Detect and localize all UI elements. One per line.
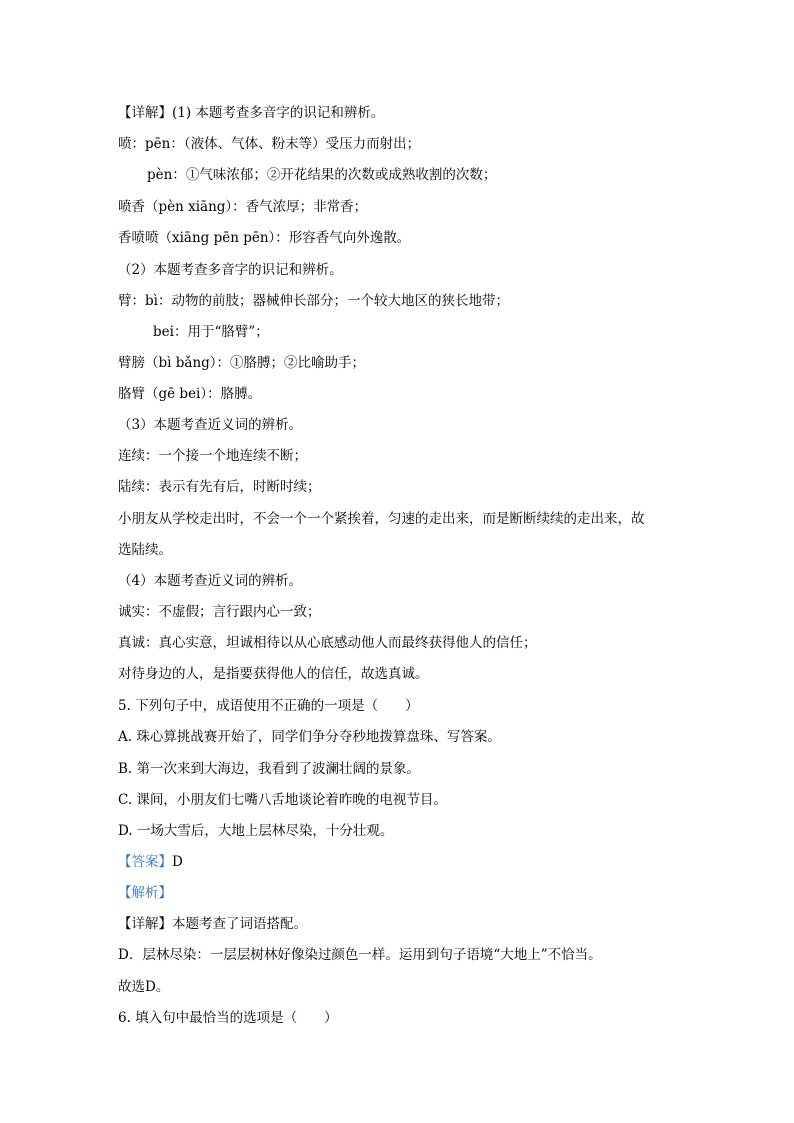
text-line: 真诚：真心实意，坦诚相待以从心底感动他人而最终获得他人的信任； bbox=[118, 635, 537, 651]
text-line: 胳臂（gē bei）：胳膊。 bbox=[118, 386, 262, 402]
option-d: D. 一场大雪后，大地上层林尽染，十分壮观。 bbox=[118, 823, 394, 839]
question-5: 5. 下列句子中，成语使用不正确的一项是（ ） bbox=[118, 698, 419, 714]
answer-line bbox=[118, 853, 678, 871]
text-line: 对待身边的人，是指要获得他人的信任，故选真诚。 bbox=[118, 666, 429, 682]
text-line: bei：用于“胳臂”； bbox=[153, 324, 269, 340]
text-line: 喷：pēn：（液体、气体、粉末等）受压力而射出； bbox=[118, 136, 421, 152]
text-line: （3）本题考查近义词的辨析。 bbox=[118, 417, 303, 433]
text-line: 喷香（pèn xiāng）：香气浓厚；非常香； bbox=[118, 199, 368, 215]
analysis-line bbox=[118, 884, 678, 902]
text-line: 【详解】(1) 本题考查多音字的识记和辨析。 bbox=[118, 105, 385, 121]
question-6: 6. 填入句中最恰当的选项是（ ） bbox=[118, 1010, 338, 1026]
text-line: 【详解】本题考查了词语搭配。 bbox=[118, 916, 307, 932]
text-line: 臂膀（bì bǎng）：①胳膊；②比喻助手； bbox=[118, 355, 366, 371]
text-line: 香喷喷（xiāng pēn pēn）：形容香气向外逸散。 bbox=[118, 230, 411, 246]
option-c: C. 课间，小朋友们七嘴八舌地谈论着昨晚的电视节目。 bbox=[118, 792, 447, 808]
text-line: 选陆续。 bbox=[118, 542, 172, 558]
option-b: B. 第一次来到大海边，我看到了波澜壮阔的景象。 bbox=[118, 761, 421, 777]
analysis-tag: 【解析】 bbox=[118, 885, 172, 901]
text-line: D．层林尽染：一层层树林好像染过颜色一样。运用到句子语境“大地上”不恰当。 bbox=[118, 947, 602, 963]
text-line: 故选D。 bbox=[118, 979, 170, 995]
answer-tag: 【答案】 bbox=[118, 854, 172, 870]
text-line: pèn：①气味浓郁；②开花结果的次数或成熟收割的次数； bbox=[147, 167, 497, 183]
text-line: （4）本题考查近义词的辨析。 bbox=[118, 573, 303, 589]
option-a: A. 珠心算挑战赛开始了，同学们争分夺秒地拨算盘珠、写答案。 bbox=[118, 729, 501, 745]
text-line: （2）本题考查多音字的识记和辨析。 bbox=[118, 262, 343, 278]
answer-value: D bbox=[172, 854, 183, 870]
text-line: 诚实：不虚假；言行跟内心一致； bbox=[118, 604, 321, 620]
text-line: 臂：bì：动物的前肢；器械伸长部分；一个较大地区的狭长地带； bbox=[118, 293, 509, 309]
text-line: 陆续：表示有先有后，时断时续； bbox=[118, 479, 321, 495]
text-line: 连续：一个接一个地连续不断； bbox=[118, 448, 307, 464]
text-line: 小朋友从学校走出时，不会一个一个紧挨着，匀速的走出来，而是断断续续的走出来，故 bbox=[118, 511, 645, 527]
